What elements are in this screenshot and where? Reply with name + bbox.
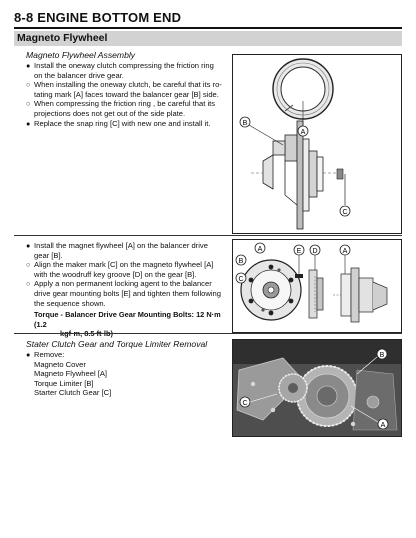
block3-text <box>26 339 224 398</box>
block2-item: ○ Apply a non permanent locking agent to the balancer drive gear mounting bolts [E] and tighten them following the sequence shown. <box>26 279 221 308</box>
figure-starter-clutch-photo-drawing <box>233 340 401 436</box>
figure-flywheel-install-drawing <box>233 240 401 332</box>
svg-text:A: A <box>380 422 386 429</box>
svg-text:A: A <box>300 129 306 136</box>
block1-item: ● Replace the snap ring [C] with new one and install it. <box>26 118 211 128</box>
svg-text:A: A <box>342 248 348 255</box>
list-item: Starter Clutch Gear [C] <box>34 388 112 398</box>
remove-line: ● Remove: <box>26 350 65 359</box>
block3-subtitle: Stater Clutch Gear and Torque Limiter Removal <box>26 339 208 349</box>
svg-text:B: B <box>238 258 244 265</box>
block1-item: ● Install the oneway clutch compressing the friction ring on the balancer drive gear. <box>26 61 214 80</box>
svg-text:C: C <box>342 209 348 216</box>
svg-text:D: D <box>312 248 318 255</box>
figure-oneway-clutch-drawing <box>233 55 401 233</box>
block2-text <box>26 241 224 339</box>
svg-text:E: E <box>296 248 302 255</box>
list-item: Magneto Cover <box>34 359 86 369</box>
block1-subtitle: Magneto Flywheel Assembly <box>26 50 136 60</box>
block1-text <box>26 50 224 128</box>
divider <box>14 235 402 236</box>
list-item: Magneto Flywheel [A] <box>34 369 108 379</box>
figure-flywheel-install <box>232 239 402 333</box>
figure-oneway-clutch <box>232 54 402 234</box>
svg-text:A: A <box>257 246 263 253</box>
block1-item: ○ When installing the oneway clutch, be careful that its ro-tating mark [A] faces toward the balancer gear [B] side. <box>26 80 222 99</box>
block2-item: ○ Align the maker mark [C] on the magneto flywheel [A] with the woodruff key groove [D] on the gear [B]. <box>26 260 214 279</box>
block1-item: ○ When compressing the friction ring , be careful that its projections does not get out of the side plate. <box>26 99 216 118</box>
torque-spec: Torque - Balancer Drive Gear Mounting Bolts: 12 N·m (1.2 <box>34 310 221 329</box>
divider <box>14 333 402 334</box>
block2-item: ● Install the magnet flywheel [A] on the balancer drive gear [B]. <box>26 241 208 260</box>
svg-text:B: B <box>379 352 385 359</box>
svg-text:C: C <box>238 276 244 283</box>
section-title: Magneto Flywheel <box>17 32 108 44</box>
figure-starter-clutch-photo <box>232 339 402 437</box>
header-rule <box>14 27 402 29</box>
page-header: 8-8 ENGINE BOTTOM END <box>14 10 182 25</box>
svg-text:B: B <box>242 120 248 127</box>
list-item: Torque Limiter [B] <box>34 378 94 388</box>
svg-text:C: C <box>242 400 248 407</box>
